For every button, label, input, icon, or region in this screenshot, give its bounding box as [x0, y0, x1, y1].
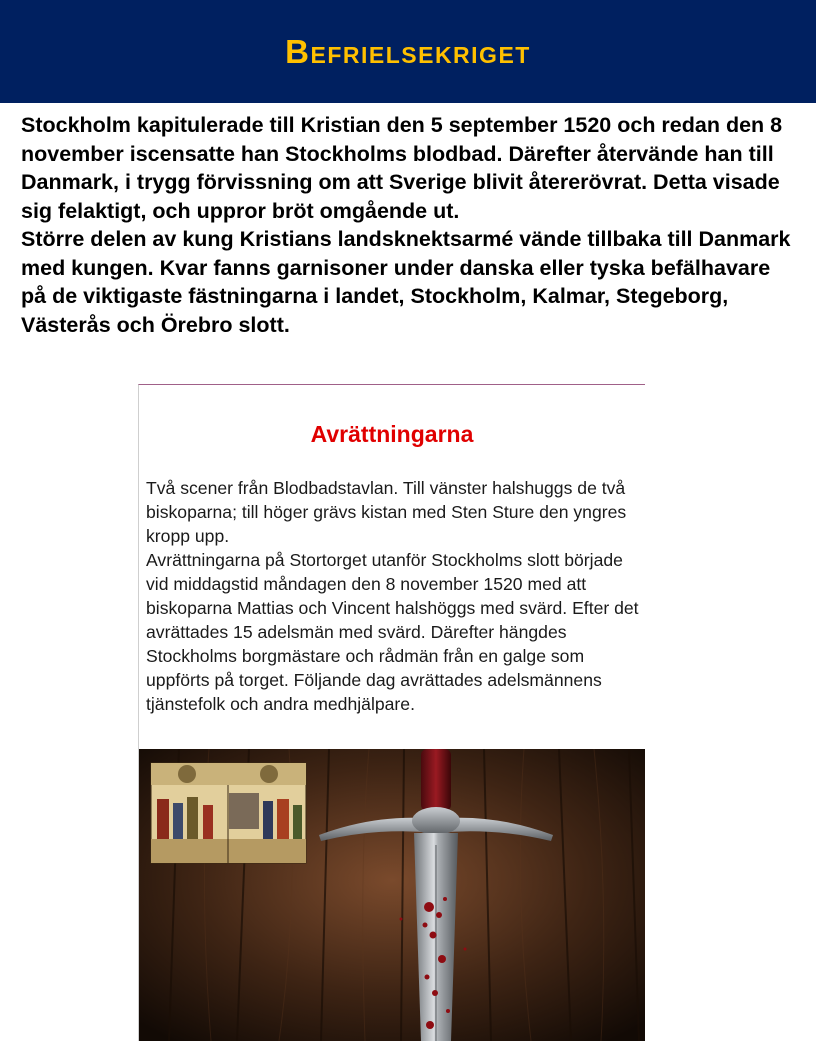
- executions-card: [138, 384, 645, 1041]
- body-text: [21, 111, 801, 339]
- slide-title: Befrielsekriget: [285, 33, 531, 70]
- card-paragraph-2: Avrättningarna på Stortorget utanför Stockholms slott började vid middagstid måndagen den 8 november 1520 med att biskoparna Mattias och Vincent halshöggs med svärd. Efter det avrättades 15 adelsmän med svärd. Därefter hängdes Stockholms borgmästare och rådmän från en galge som uppförts på torget. Följande dag avrättades adelsmännens tjänstefolk och andra medhjälpare.: [146, 550, 639, 714]
- slide-header: [0, 0, 816, 103]
- body-paragraph-1: Stockholm kapitulerade till Kristian den 5 september 1520 och redan den 8 november iscensatte han Stockholms blodbad. Därefter återvände han till Danmark, i trygg förvissning om att Sverige blivit återerövrat. Detta visade sig felaktigt, och uppror bröt omgående ut.: [21, 113, 783, 223]
- blodbadstavlan-painting-image: [151, 763, 306, 863]
- card-title: Avrättningarna: [310, 421, 474, 447]
- bloodied-sword-on-wood-image: [139, 749, 645, 1041]
- card-paragraph-1: Två scener från Blodbadstavlan. Till vänster halshuggs de två biskoparna; till höger grävs kistan med Sten Sture den yngres kropp upp.: [146, 478, 627, 546]
- card-text: [146, 476, 643, 716]
- body-paragraph-2: Större delen av kung Kristians landsknektsarmé vände tillbaka till Danmark med kungen. Kvar fanns garnisoner under danska eller tyska befälhavare på de viktigaste fästningarna i landet, Stockholm, Kalmar, Stegeborg, Västerås och Örebro slott.: [21, 227, 791, 337]
